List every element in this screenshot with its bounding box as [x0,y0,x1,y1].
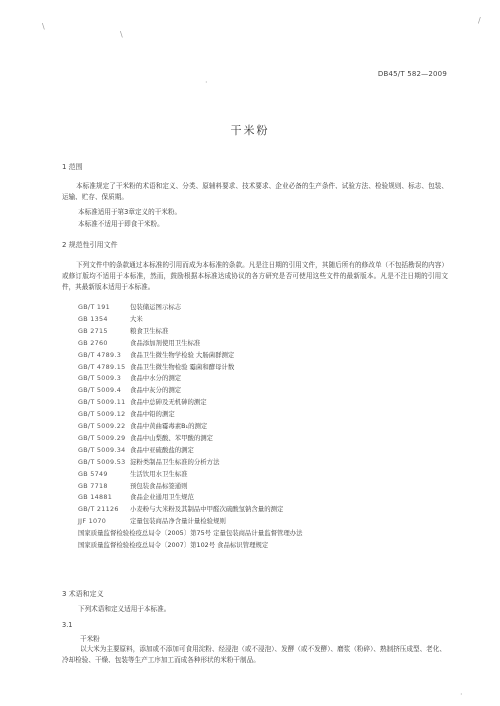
reference-title: 粮食卫生标准 [130,326,169,335]
section-1-paragraph-scope: 本标准规定了干米粉的术语和定义、分类、原辅料要求、技术要求、企业必备的生产条件、试验方法、检验规则、标志、包装、运输、贮存、保质期。 [62,182,448,201]
reference-item [78,409,175,418]
reference-code: GB 2760 [78,338,108,347]
reference-code: GB 7718 [78,481,108,490]
section-3-heading: 3 术语和定义 [62,590,104,598]
reference-title: 食品中水分的测定 [130,374,182,383]
reference-title: 食品中山梨酸、苯甲酸的测定 [130,433,214,442]
reference-item [78,528,303,537]
reference-item [78,540,268,549]
reference-code: GB/T 5009.53 [78,457,126,466]
reference-title: 食品中黄曲霉毒素B₁的测定 [130,422,208,430]
section-2-intro: 下列文件中的条款通过本标准的引用而成为本标准的条款。凡是注日期的引用文件，其随后所有的修改单（不包括勘误的内容）或修订版均不适用于本标准，然而，鼓励根据本标准达成协议的各方研究是否可使用这些文件的最新版本。凡是不注日期的引用文件，其最新版本适用于本标准。 [62,261,448,291]
reference-title: 定量包装商品净含量计量检验规则 [130,517,226,526]
term-definition: 以大米为主要原料，添加或不添加可食用淀粉、经浸泡（或不浸泡）、发酵（或不发酵）、磨浆（粉碎）、熟制挤压成型、老化、冷却检验、干燥、包装等生产工序加工而成各种形状的米粉干制品。 [62,645,446,664]
section-1-applicability: 本标准适用于第3章定义的干米粉。 [78,208,182,216]
reference-code: GB/T 5009.11 [78,398,126,407]
reference-title: 食品中亚硫酸盐的测定 [130,445,194,454]
document-code: DB45/T 582—2009 [377,70,447,78]
reference-title: 预包装食品标签通则 [130,481,188,490]
reference-title: 食品卫生微生物学检验 大肠菌群测定 [130,350,235,359]
scan-mark: · [460,690,463,699]
reference-item [78,421,207,430]
reference-item [78,326,168,335]
section-1-exclusion: 本标准不适用于即食干米粉。 [78,220,164,228]
reference-code: GB 1354 [78,314,108,323]
reference-item [78,397,207,406]
reference-title: 食品中总砷及无机砷的测定 [130,398,207,407]
reference-item [78,314,143,323]
reference-code: GB/T 4789.3 [78,350,122,359]
reference-title: 淀粉类制品卫生标准的分析方法 [130,457,220,466]
reference-title: 国家质量监督检验检疫总局令〔2005〕第75号 定量包装商品计量监督管理办法 [78,529,303,538]
reference-code: GB/T 5009.22 [78,422,126,430]
reference-title: 食品卫生微生物检验 霉菌和酵母计数 [130,362,235,371]
document-title: 干米粉 [230,124,270,137]
section-3-intro: 下列术语和定义适用于本标准。 [78,605,171,613]
reference-item [78,350,234,359]
reference-title: 国家质量监督检验检疫总局令〔2007〕第102号 食品标识管理规定 [78,541,269,549]
term-number: 3.1 [62,621,73,629]
reference-code: JJF 1070 [78,517,107,526]
reference-item [78,362,234,371]
reference-title: 食品企业通用卫生规范 [130,493,194,502]
reference-title: 食品添加剂使用卫生标准 [130,338,201,347]
reference-item [78,457,219,466]
reference-code: GB/T 21126 [78,505,119,514]
term-name: 干米粉 [80,635,100,643]
scan-mark: · [205,78,208,87]
reference-code: GB/T 5009.34 [78,445,126,454]
reference-code: GB/T 191 [78,303,111,311]
reference-title: 生活饮用水卫生标准 [130,469,188,478]
reference-item [78,492,194,501]
reference-code: GB/T 5009.12 [78,410,126,419]
reference-title: 大米 [130,314,143,323]
reference-code: GB/T 5009.3 [78,374,122,383]
reference-item [78,469,188,478]
reference-item [78,516,226,525]
reference-item [78,433,213,442]
reference-item [78,481,188,490]
reference-item [78,385,181,394]
section-2-heading: 2 规范性引用文件 [62,241,118,249]
reference-item [78,445,194,454]
reference-title: 食品中铅的测定 [130,410,175,419]
reference-title: 包装储运图示标志 [130,303,182,311]
reference-item [78,302,181,311]
reference-code: GB/T 4789.15 [78,362,126,371]
reference-code: GB 2715 [78,326,108,335]
reference-item [78,338,200,347]
reference-code: GB 14881 [78,493,113,502]
scan-mark: / [478,16,481,25]
reference-item [78,504,283,513]
reference-code: GB 5749 [78,469,108,478]
scan-mark: \ [42,22,45,31]
reference-code: GB/T 5009.4 [78,386,122,395]
reference-title: 食品中灰分的测定 [130,386,182,395]
reference-code: GB/T 5009.29 [78,433,126,442]
reference-item [78,373,181,382]
section-1-heading: 1 范围 [62,163,83,171]
reference-title: 小麦粉与大米粉及其制品中甲醛次硫酸氢钠含量的测定 [130,505,284,514]
scan-mark: \ [120,30,123,39]
